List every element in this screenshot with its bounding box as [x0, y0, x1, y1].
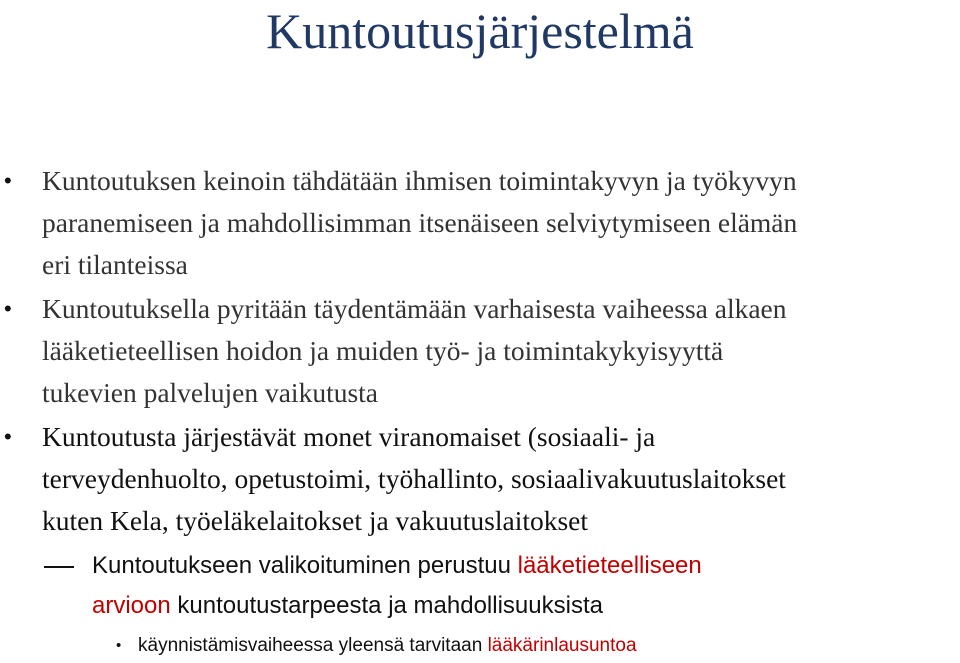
bullet-text-1 [42, 160, 954, 286]
bullet-line: terveydenhuolto, opetustoimi, työhallinto, sosiaalivakuutuslaitokset [42, 463, 786, 494]
bullet-text-3 [42, 416, 954, 542]
sub-bullet-highlight-2: arvioon [92, 592, 171, 619]
bullet-text-2 [42, 288, 954, 414]
sub-sub-bullet-highlight: lääkärinlausuntoa [487, 635, 637, 656]
bullet-line: Kuntoutusta järjestävät monet viranomaiset (sosiaali- ja [42, 421, 656, 452]
bullet-line: kuten Kela, työeläkelaitokset ja vakuutuslaitokset [42, 505, 589, 536]
bullet-line: lääketieteellisen hoidon ja muiden työ- ja toimintakykyisyyttä [42, 335, 724, 366]
bullet-line: tukevien palvelujen vaikutusta [42, 377, 379, 408]
sub-sub-bullet-text [138, 631, 958, 661]
bullet-dot-icon: • [4, 168, 12, 193]
bullet-line: Kuntoutuksen keinoin tähdätään ihmisen toimintakyvyn ja työkyvyn [42, 165, 797, 196]
bullet-dot-icon: • [4, 424, 12, 449]
slide-title: Kuntoutusjärjestelmä [266, 3, 694, 59]
bullet-line: eri tilanteissa [42, 249, 188, 280]
bullet-dot-icon: • [4, 296, 12, 321]
bullet-line: paranemiseen ja mahdollisimman itsenäiseen selviytymiseen elämän [42, 207, 798, 238]
sub-bullet-plain-1: Kuntoutukseen valikoituminen perustuu [92, 552, 518, 579]
sub-bullet-plain-2: kuntoutustarpeesta ja mahdollisuuksista [170, 592, 603, 619]
sub-sub-bullet-plain: käynnistämisvaiheessa yleensä tarvitaan [138, 635, 488, 656]
bullet-dot-icon: • [116, 637, 122, 654]
sub-bullet-highlight-1: lääketieteelliseen [517, 552, 702, 579]
sub-bullet-text [92, 546, 952, 626]
bullet-line: Kuntoutuksella pyritään täydentämään varhaisesta vaiheessa alkaen [42, 293, 787, 324]
dash-icon [44, 566, 74, 568]
